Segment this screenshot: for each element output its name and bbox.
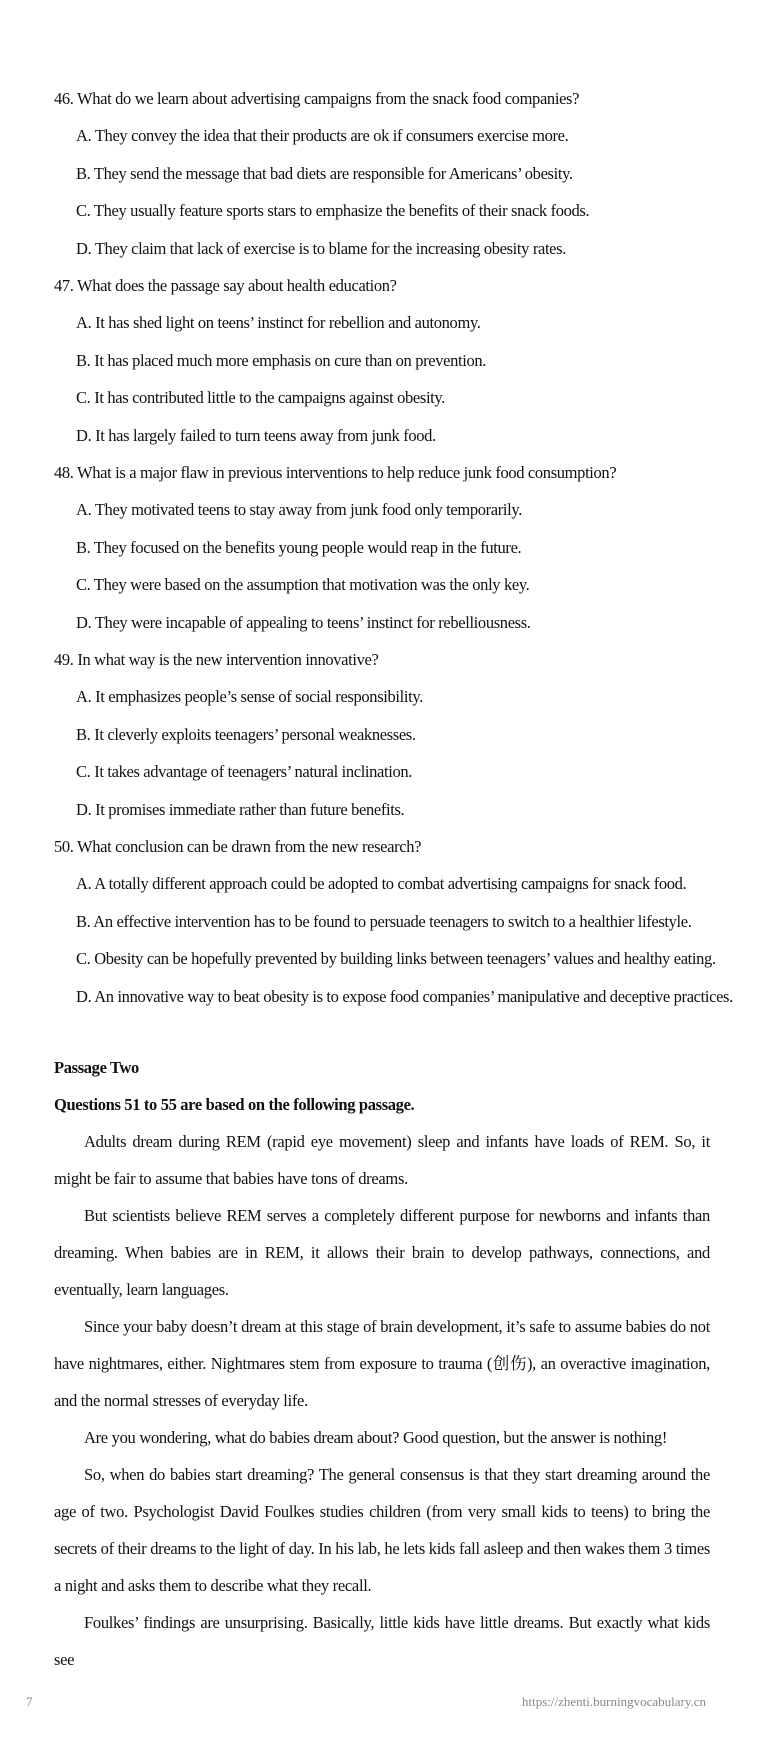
question-stem: 46. What do we learn about advertising campaigns from the snack food companies? xyxy=(54,89,580,108)
option-a: A. It emphasizes people’s sense of social responsibility. xyxy=(76,687,423,706)
option-d: D. It promises immediate rather than future benefits. xyxy=(76,799,405,819)
passage-paragraph: Foulkes’ findings are unsurprising. Basically, little kids have little dreams. But exactly what kids see xyxy=(54,1613,710,1669)
option-d: D. They were incapable of appealing to teens’ instinct for rebelliousness. xyxy=(76,612,531,632)
option-d: D. They claim that lack of exercise is to blame for the increasing obesity rates. xyxy=(76,238,566,258)
option-b: B. An effective intervention has to be found to persuade teenagers to switch to a healthier lifestyle. xyxy=(76,911,692,931)
option-b: B. They focused on the benefits young people would reap in the future. xyxy=(76,537,522,557)
option-b: B. They send the message that bad diets are responsible for Americans’ obesity. xyxy=(76,163,573,183)
option-a: A. It has shed light on teens’ instinct for rebellion and autonomy. xyxy=(76,313,481,332)
question-49 xyxy=(54,641,710,828)
passage-paragraph: Adults dream during REM (rapid eye movement) sleep and infants have loads of REM. So, it might be fair to assume that babies have tons of dreams. xyxy=(54,1132,710,1188)
option-b: B. It cleverly exploits teenagers’ personal weaknesses. xyxy=(76,724,416,744)
option-a: A. They motivated teens to stay away from junk food only temporarily. xyxy=(76,500,522,519)
option-c: C. It takes advantage of teenagers’ natural inclination. xyxy=(76,762,413,781)
option-c: C. Obesity can be hopefully prevented by building links between teenagers’ values and healthy eating. xyxy=(76,949,716,968)
option-d: D. It has largely failed to turn teens away from junk food. xyxy=(76,425,436,445)
option-d: D. An innovative way to beat obesity is to expose food companies’ manipulative and deceptive practices. xyxy=(76,986,733,1006)
option-b: B. It has placed much more emphasis on cure than on prevention. xyxy=(76,350,487,370)
question-stem: 47. What does the passage say about health education? xyxy=(54,276,397,295)
passage-paragraph: Since your baby doesn’t dream at this stage of brain development, it’s safe to assume babies do not have nightmares, either. Nightmares stem from exposure to trauma (创伤), an overactive imagination, and the normal stresses of everyday life. xyxy=(54,1317,710,1410)
section-spacer xyxy=(54,1015,710,1049)
option-a: A. They convey the idea that their products are ok if consumers exercise more. xyxy=(76,126,569,145)
option-c: C. They usually feature sports stars to emphasize the benefits of their snack foods. xyxy=(76,201,590,220)
question-46 xyxy=(54,80,710,267)
option-a: A. A totally different approach could be adopted to combat advertising campaigns for snack food. xyxy=(76,874,687,893)
question-50 xyxy=(54,828,733,1015)
passage-title: Passage Two xyxy=(54,1058,139,1077)
passage-instructions: Questions 51 to 55 are based on the following passage. xyxy=(54,1095,415,1114)
option-c: C. They were based on the assumption that motivation was the only key. xyxy=(76,575,530,594)
question-stem: 49. In what way is the new intervention innovative? xyxy=(54,650,379,669)
question-47 xyxy=(54,267,710,454)
passage-paragraph: Are you wondering, what do babies dream about? Good question, but the answer is nothing! xyxy=(84,1428,668,1447)
question-stem: 50. What conclusion can be drawn from the new research? xyxy=(54,837,422,856)
option-c: C. It has contributed little to the campaigns against obesity. xyxy=(76,388,446,407)
question-48 xyxy=(54,454,710,641)
page-number: 7 xyxy=(26,1694,33,1709)
page-footer xyxy=(26,1694,706,1710)
question-stem: 48. What is a major flaw in previous interventions to help reduce junk food consumption? xyxy=(54,463,617,482)
passage-paragraph: So, when do babies start dreaming? The general consensus is that they start dreaming around the age of two. Psychologist David Foulkes studies children (from very small kids to teens) to bring the secrets of their dreams to the light of day. In his lab, he lets kids fall asleep and then wakes them 3 times a night and asks them to describe what they recall. xyxy=(54,1465,710,1595)
source-url: https://zhenti.burningvocabulary.cn xyxy=(522,1694,706,1709)
page-content xyxy=(54,80,733,1678)
passage-paragraph: But scientists believe REM serves a completely different purpose for newborns and infants than dreaming. When babies are in REM, it allows their brain to develop pathways, connections, and eventually, learn languages. xyxy=(54,1206,710,1299)
